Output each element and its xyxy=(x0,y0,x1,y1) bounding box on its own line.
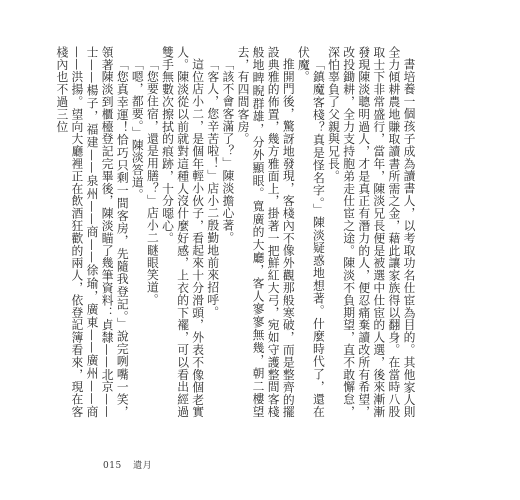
running-title: 遺月 xyxy=(133,461,153,471)
paragraph: 推開門後，驚訝地發現，客棧內不像外觀那般寒破，而是整齊的擺設典雅的佈置，幾方雅面上，掛著一把鮮紅大弓，宛如守護整間客棧般地睥睨群雄，分外顯眼。寬廣的大廳，客人寥寥無幾，朝二樓望去，有四間客房。 xyxy=(235,46,296,418)
page-number: 015 xyxy=(103,461,122,471)
vertical-text-body xyxy=(54,46,416,418)
paragraph: 「您要住宿，還是用膳？」店小二瞇眼笑道。 xyxy=(145,57,160,306)
paragraph: 「鎮魔客棧？真是怪名字。」陳淡疑惑地想著。什麼時代了，還在伏魔。 xyxy=(296,46,326,418)
paragraph: 「您真幸運！恰巧只剩一間客房，先隨我登記。」說完咧嘴一笑，領著陳淡到櫃檯登記完畢後，陳淡瞄了幾筆資料：貞隸——北京——士——楊子，福建——泉州——商——徐瑜，廣東——廣州——商——洪揚。望向大廳裡正在飲酒狂歡的兩人，依登記簿看來，現在客棧內也不過三位 xyxy=(54,46,130,418)
paragraph: 「嗯，都要。」陳淡答道。 xyxy=(130,57,145,201)
paragraph: 書培養一個孩子成為讀書人，以考取功名仕宦為目的。其他家人則全力傾耕農地賺取讀書所需之金，藉此讓家族得以翻身。在當時八股取士下非常盛行，當年，陳淡兄長便是被選中仕宦的人選，後來漸漸發現陳淡聰明過人，才是真正有潛力的人，便忍痛棄讀改所有希望，改投鋤耕，全力支持胞弟走仕宦之途。陳淡不負期望，直不敢懈怠，深怕辜負了父親與兄長。 xyxy=(326,46,416,418)
paragraph: 「該不會客滿了？」陳淡擔心著。 xyxy=(220,57,235,244)
paragraph: 這位店小二，是個年輕小伙子，看起來十分滑頭，外表不像個老實人。陳淡從以前就對這種人沒什麼好感，上衣的下襬，可以看出經過雙手無數次擦拭的痕跡，十分噁心。 xyxy=(160,46,205,418)
page-footer xyxy=(103,458,152,471)
paragraph: 「客人，您辛苦啦！」店小二殷勤地前來招呼。 xyxy=(205,57,220,319)
